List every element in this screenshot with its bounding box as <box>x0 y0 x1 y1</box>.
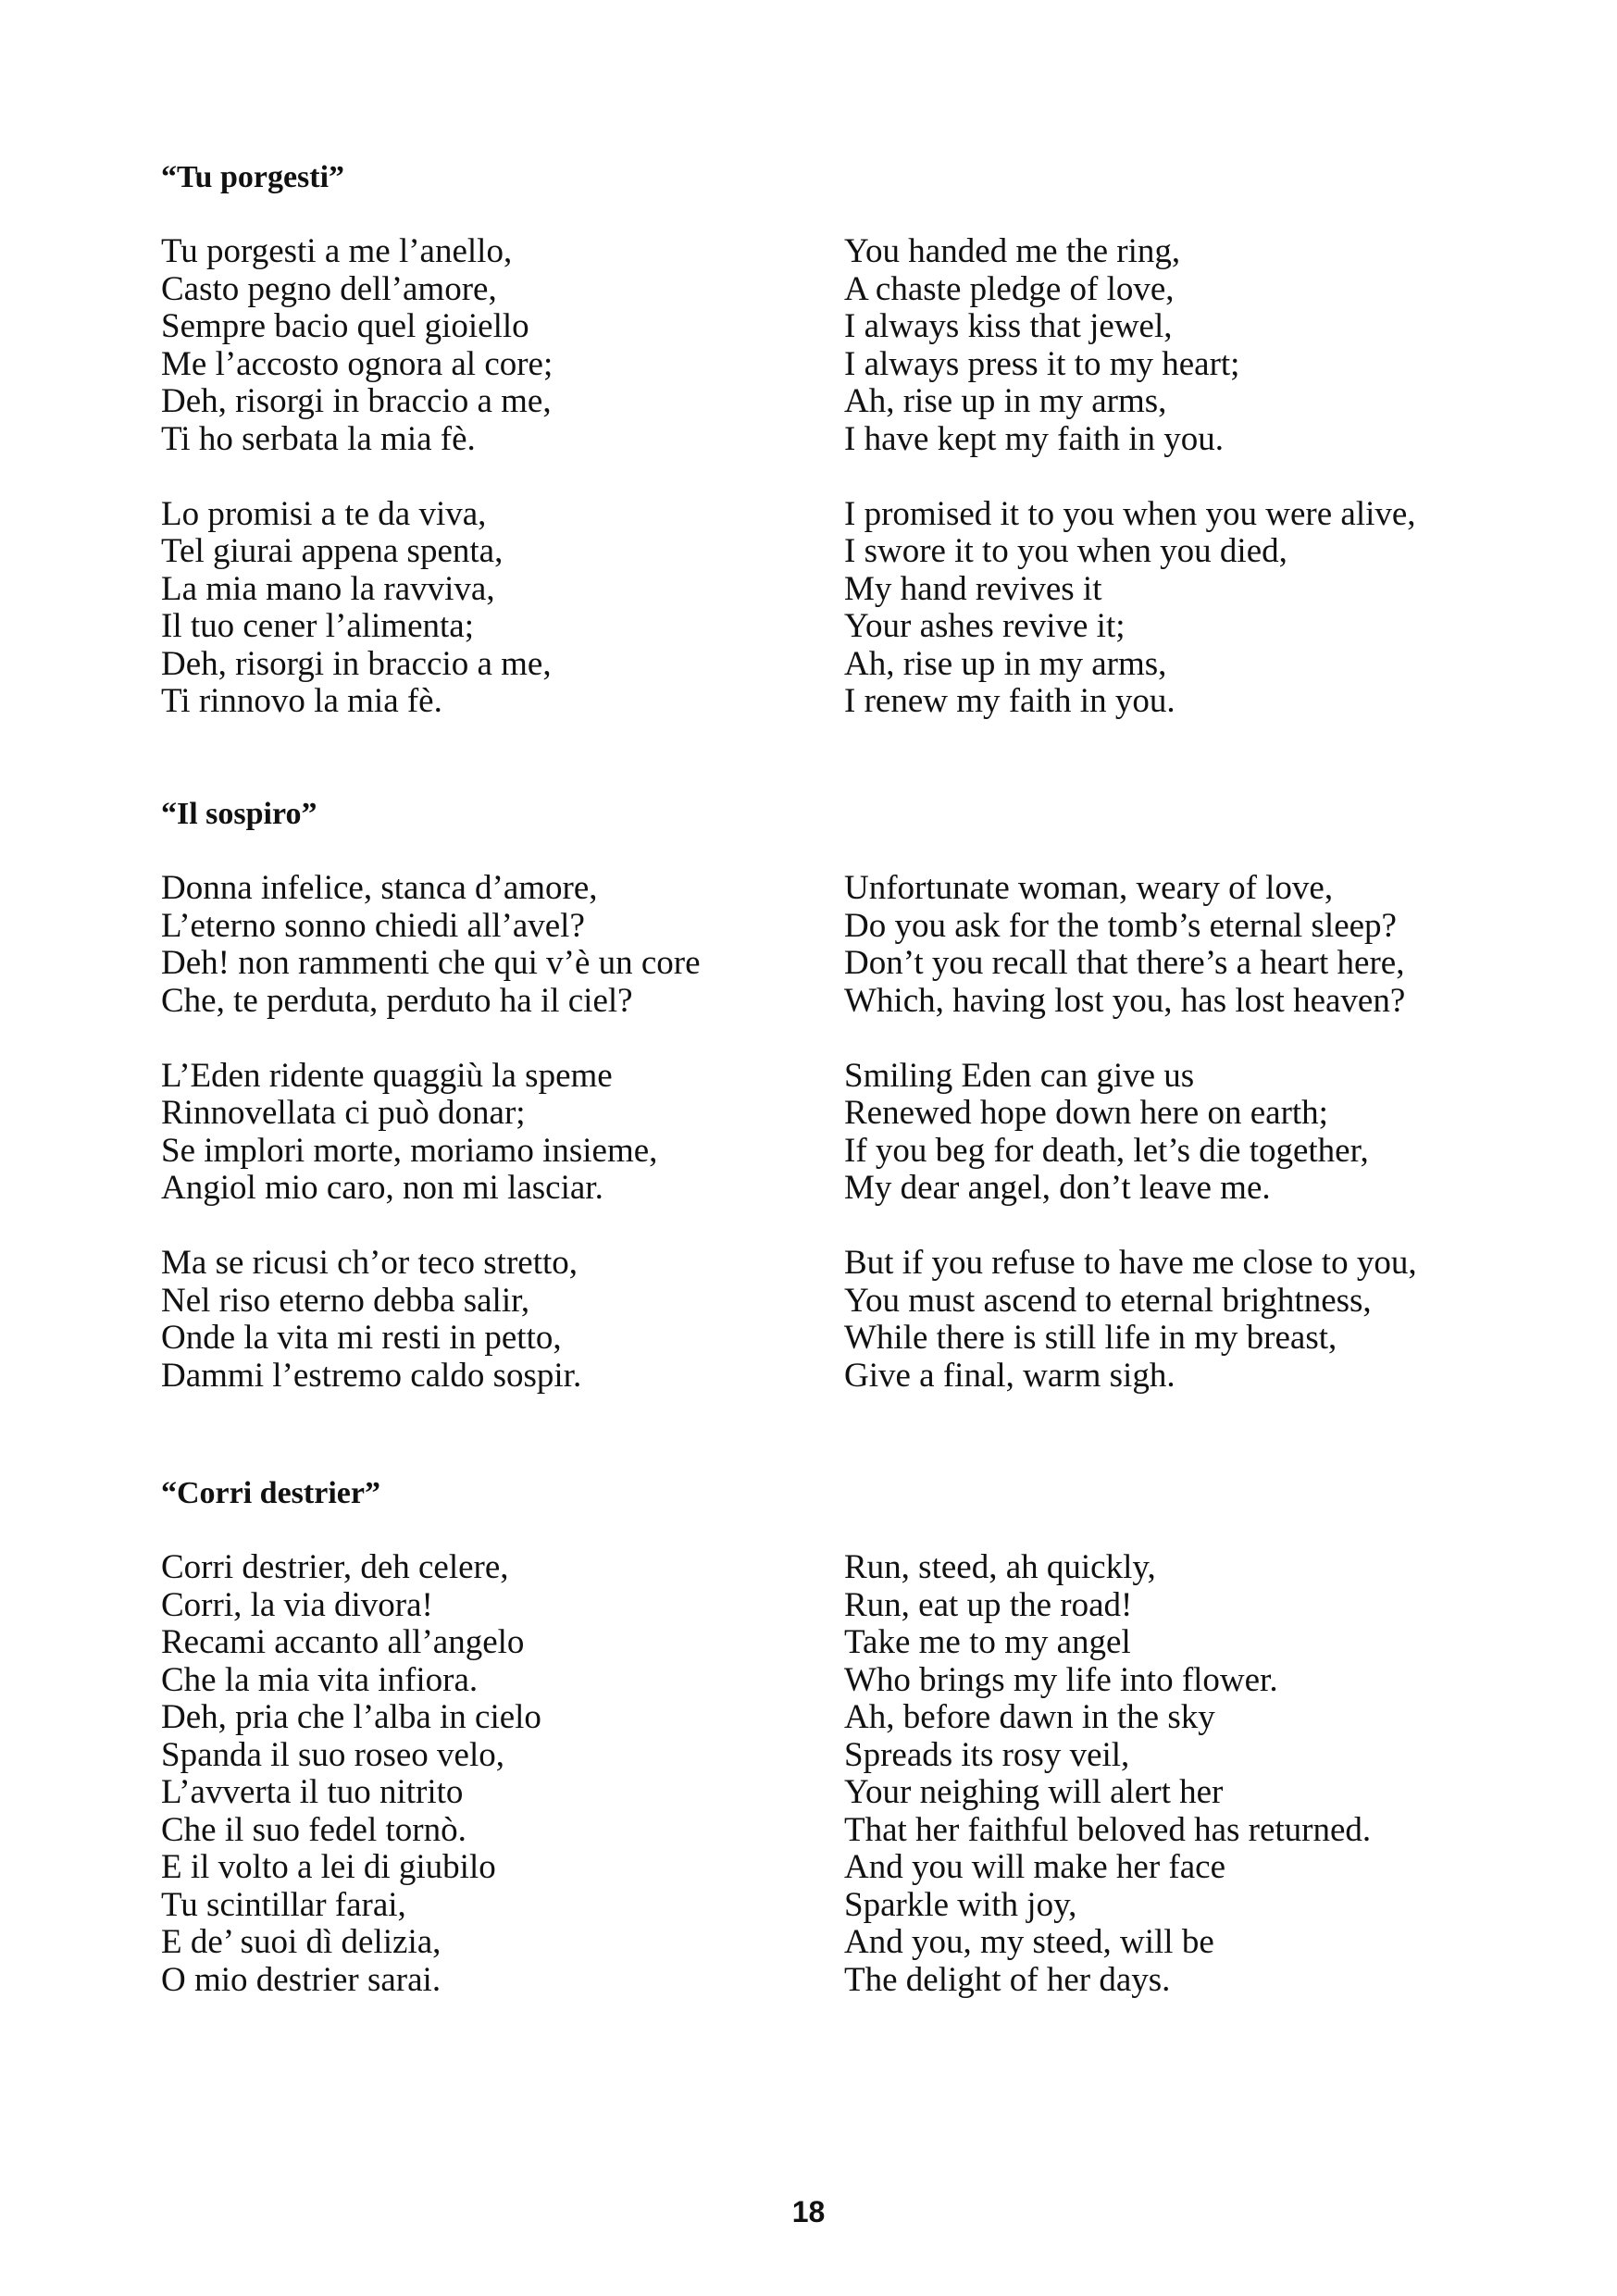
verse-line: Deh, risorgi in braccio a me, <box>161 644 552 683</box>
verse-line: Your ashes revive it; <box>844 607 1126 645</box>
verse-line: The delight of her days. <box>844 1960 1171 1999</box>
verse-line: Ma se ricusi ch’or teco stretto, <box>161 1244 578 1282</box>
stanza <box>844 1245 1585 1395</box>
song-title-tu-porgesti: “Tu porgesti” <box>161 160 345 194</box>
verse-line: Who brings my life into flower. <box>844 1660 1278 1699</box>
stanza <box>844 1058 1585 1208</box>
stanza <box>844 233 1585 458</box>
stanza <box>844 496 1585 721</box>
verse-line: Deh, pria che l’alba in cielo <box>161 1698 541 1736</box>
verse-line: Rinnovellata ci può donar; <box>161 1094 526 1132</box>
verse-line: Do you ask for the tomb’s eternal sleep? <box>844 906 1397 945</box>
verse-line: Deh, risorgi in braccio a me, <box>161 382 552 420</box>
verse-line: L’Eden ridente quaggiù la speme <box>161 1056 613 1095</box>
verse-line: Casto pegno dell’amore, <box>161 269 497 308</box>
verse-line: Ah, rise up in my arms, <box>844 644 1167 683</box>
english-text-il-sospiro <box>844 870 1585 1395</box>
stanza <box>844 870 1585 1020</box>
verse-line: Nel riso eterno debba salir, <box>161 1281 530 1320</box>
verse-line: Take me to my angel <box>844 1623 1131 1661</box>
verse-line: Sparkle with joy, <box>844 1885 1077 1924</box>
verse-line: Corri destrier, deh celere, <box>161 1548 509 1586</box>
verse-line: E il volto a lei di giubilo <box>161 1848 496 1886</box>
english-text-corri-destrier <box>844 1549 1585 1999</box>
stanza <box>161 870 809 1020</box>
verse-line: E de’ suoi dì delizia, <box>161 1923 442 1961</box>
verse-line: Dammi l’estremo caldo sospir. <box>161 1356 582 1395</box>
verse-line: Se implori morte, moriamo insieme, <box>161 1131 658 1170</box>
italian-text-il-sospiro <box>161 870 809 1395</box>
verse-line: Unfortunate woman, weary of love, <box>844 869 1334 907</box>
verse-line: My hand revives it <box>844 569 1102 608</box>
verse-line: Che, te perduta, perduto ha il ciel? <box>161 981 633 1020</box>
verse-line: While there is still life in my breast, <box>844 1319 1337 1357</box>
verse-line: You must ascend to eternal brightness, <box>844 1281 1372 1320</box>
page-number: 18 <box>791 2195 826 2228</box>
verse-line: Run, steed, ah quickly, <box>844 1548 1156 1586</box>
song-title-il-sospiro: “Il sospiro” <box>161 797 317 831</box>
verse-line: Che la mia vita infiora. <box>161 1660 479 1699</box>
verse-line: But if you refuse to have me close to you, <box>844 1244 1417 1282</box>
verse-line: My dear angel, don’t leave me. <box>844 1169 1271 1207</box>
song-title-corri-destrier: “Corri destrier” <box>161 1476 380 1510</box>
verse-line: Ti ho serbata la mia fè. <box>161 419 476 458</box>
verse-line: Tu porgesti a me l’anello, <box>161 232 513 270</box>
verse-line: Tu scintillar farai, <box>161 1885 406 1924</box>
verse-line: Angiol mio caro, non mi lasciar. <box>161 1169 603 1207</box>
verse-line: Renewed hope down here on earth; <box>844 1094 1328 1132</box>
stanza <box>161 496 809 721</box>
stanza <box>161 1058 809 1208</box>
verse-line: Spreads its rosy veil, <box>844 1735 1130 1774</box>
verse-line: I have kept my faith in you. <box>844 419 1224 458</box>
verse-line: Sempre bacio quel gioiello <box>161 307 529 345</box>
verse-line: A chaste pledge of love, <box>844 269 1175 308</box>
verse-line: O mio destrier sarai. <box>161 1960 442 1999</box>
verse-line: I swore it to you when you died, <box>844 532 1287 570</box>
verse-line: Your neighing will alert her <box>844 1773 1224 1811</box>
verse-line: Tel giurai appena spenta, <box>161 532 504 570</box>
verse-line: Donna infelice, stanca d’amore, <box>161 869 598 907</box>
stanza <box>844 1549 1585 1999</box>
verse-line: I promised it to you when you were alive, <box>844 494 1416 533</box>
verse-line: Il tuo cener l’alimenta; <box>161 607 474 645</box>
verse-line: Che il suo fedel tornò. <box>161 1810 466 1849</box>
italian-text-corri-destrier <box>161 1549 809 1999</box>
verse-line: Don’t you recall that there’s a heart here, <box>844 944 1405 982</box>
verse-line: If you beg for death, let’s die together, <box>844 1131 1369 1170</box>
verse-line: Me l’accosto ognora al core; <box>161 344 554 383</box>
verse-line: Ah, rise up in my arms, <box>844 382 1167 420</box>
verse-line: And you will make her face <box>844 1848 1225 1886</box>
verse-line: Onde la vita mi resti in petto, <box>161 1319 562 1357</box>
english-text-tu-porgesti <box>844 233 1585 721</box>
verse-line: Give a final, warm sigh. <box>844 1356 1175 1395</box>
verse-line: Run, eat up the road! <box>844 1585 1133 1624</box>
verse-line: Ah, before dawn in the sky <box>844 1698 1215 1736</box>
italian-text-tu-porgesti <box>161 233 809 721</box>
verse-line: Which, having lost you, has lost heaven? <box>844 981 1406 1020</box>
verse-line: I renew my faith in you. <box>844 682 1175 720</box>
verse-line: Smiling Eden can give us <box>844 1056 1195 1095</box>
verse-line: And you, my steed, will be <box>844 1923 1214 1961</box>
verse-line: L’eterno sonno chiedi all’avel? <box>161 906 585 945</box>
verse-line: That her faithful beloved has returned. <box>844 1810 1372 1849</box>
stanza <box>161 1245 809 1395</box>
verse-line: I always kiss that jewel, <box>844 307 1173 345</box>
verse-line: La mia mano la ravviva, <box>161 569 495 608</box>
verse-line: Lo promisi a te da viva, <box>161 494 487 533</box>
stanza <box>161 233 809 458</box>
stanza <box>161 1549 809 1999</box>
verse-line: I always press it to my heart; <box>844 344 1240 383</box>
verse-line: Corri, la via divora! <box>161 1585 433 1624</box>
verse-line: Spanda il suo roseo velo, <box>161 1735 504 1774</box>
verse-line: Recami accanto all’angelo <box>161 1623 525 1661</box>
verse-line: Deh! non rammenti che qui v’è un core <box>161 944 701 982</box>
verse-line: L’avverta il tuo nitrito <box>161 1773 464 1811</box>
verse-line: You handed me the ring, <box>844 232 1181 270</box>
verse-line: Ti rinnovo la mia fè. <box>161 682 442 720</box>
